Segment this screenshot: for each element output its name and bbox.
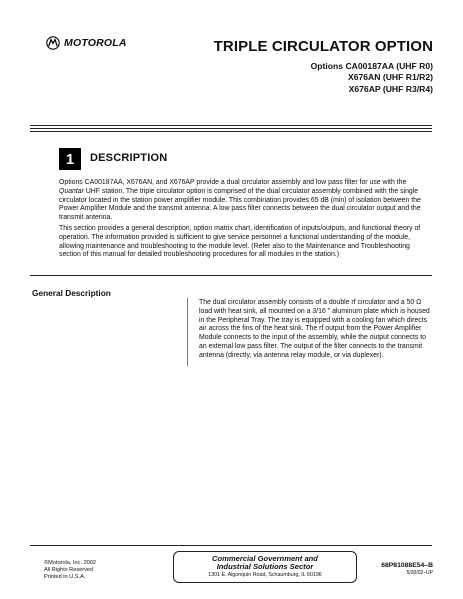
general-description-body: The dual circulator assembly consists of a double rf circulator and a 50 Ω load with heat sink, all mounted on a 3/16 " aluminum plate which is housed in the Peripheral Tray. The tray is equipped with a cooling fan which directs air across the fins of the heat sink. The rf output from the Power Amplifier Module connects to the input of the assembly, while the output connects to an external low pass filter. The output of the filter connects to the transmit antenna (directly, via antenna relay module, or via duplexer).: [199, 299, 430, 359]
section-number: 1: [59, 148, 81, 170]
header-divider-line: [30, 125, 432, 126]
brand-name: MOTOROLA: [64, 37, 127, 49]
option-line: X676AN (UHF R1/R2): [347, 72, 433, 83]
copyright-line: All Rights Reserved: [44, 567, 94, 574]
sector-name: Industrial Solutions Sector: [216, 562, 314, 572]
section-title: DESCRIPTION: [90, 152, 168, 164]
document-number: 68P81088E54–B: [381, 562, 433, 569]
product-name: Quantar: [59, 187, 84, 195]
document-id-block: [381, 562, 433, 576]
option-list: [311, 61, 433, 95]
intro-text: Options CA00187AA, X676AN, and X676AP provide a dual circulator assembly and low pass filter for use with the: [59, 179, 407, 186]
header-divider-line: [30, 128, 432, 129]
copyright-block: [44, 560, 96, 582]
footer-divider-line: [30, 545, 432, 546]
sector-address-box: [173, 551, 357, 583]
intro-paragraph: [59, 179, 431, 223]
option-line: Options CA00187AA (UHF R0): [310, 61, 433, 71]
document-title: TRIPLE CIRCULATOR OPTION: [213, 38, 433, 55]
margin-rule: [187, 298, 188, 366]
sector-address: 1301 E. Algonquin Road, Schaumburg, IL 60196: [208, 572, 322, 579]
motorola-logo: [46, 36, 127, 50]
overview-paragraph: This section provides a general description, option matrix chart, identification of inputs/outputs, and functional theory of operation. The information provided is sufficient to give service personnel a functional understanding of the module, allowing maintenance and troubleshooting to the module level. (Refer also to the Maintenance and Troubleshooting section of this manual for detailed troubleshooting procedures for all modules in the station.): [59, 225, 421, 259]
general-description-heading: General Description: [32, 288, 111, 298]
option-line: X676AP (UHF R3/R4): [348, 83, 433, 94]
document-date: 5/30/02–UP: [406, 570, 433, 576]
motorola-batwing-icon: [46, 36, 60, 50]
copyright-line: ©Motorola, Inc. 2002: [44, 560, 97, 566]
copyright-line: Printed in U.S.A.: [44, 574, 86, 581]
intro-text: UHF station. The triple circulator option is comprised of the dual circulator assembly combined with the single circulator located in the station power amplifier module. This combination provides 65 dB (min) of isolation between the Power Amplifier Module and the transmit antenna. A low pass filter connects between the dual circulator output and the transmit antenna.: [59, 187, 421, 221]
section-divider-line: [30, 275, 432, 276]
sector-name: Commercial Government and: [212, 554, 318, 563]
header-divider-line: [30, 131, 432, 132]
